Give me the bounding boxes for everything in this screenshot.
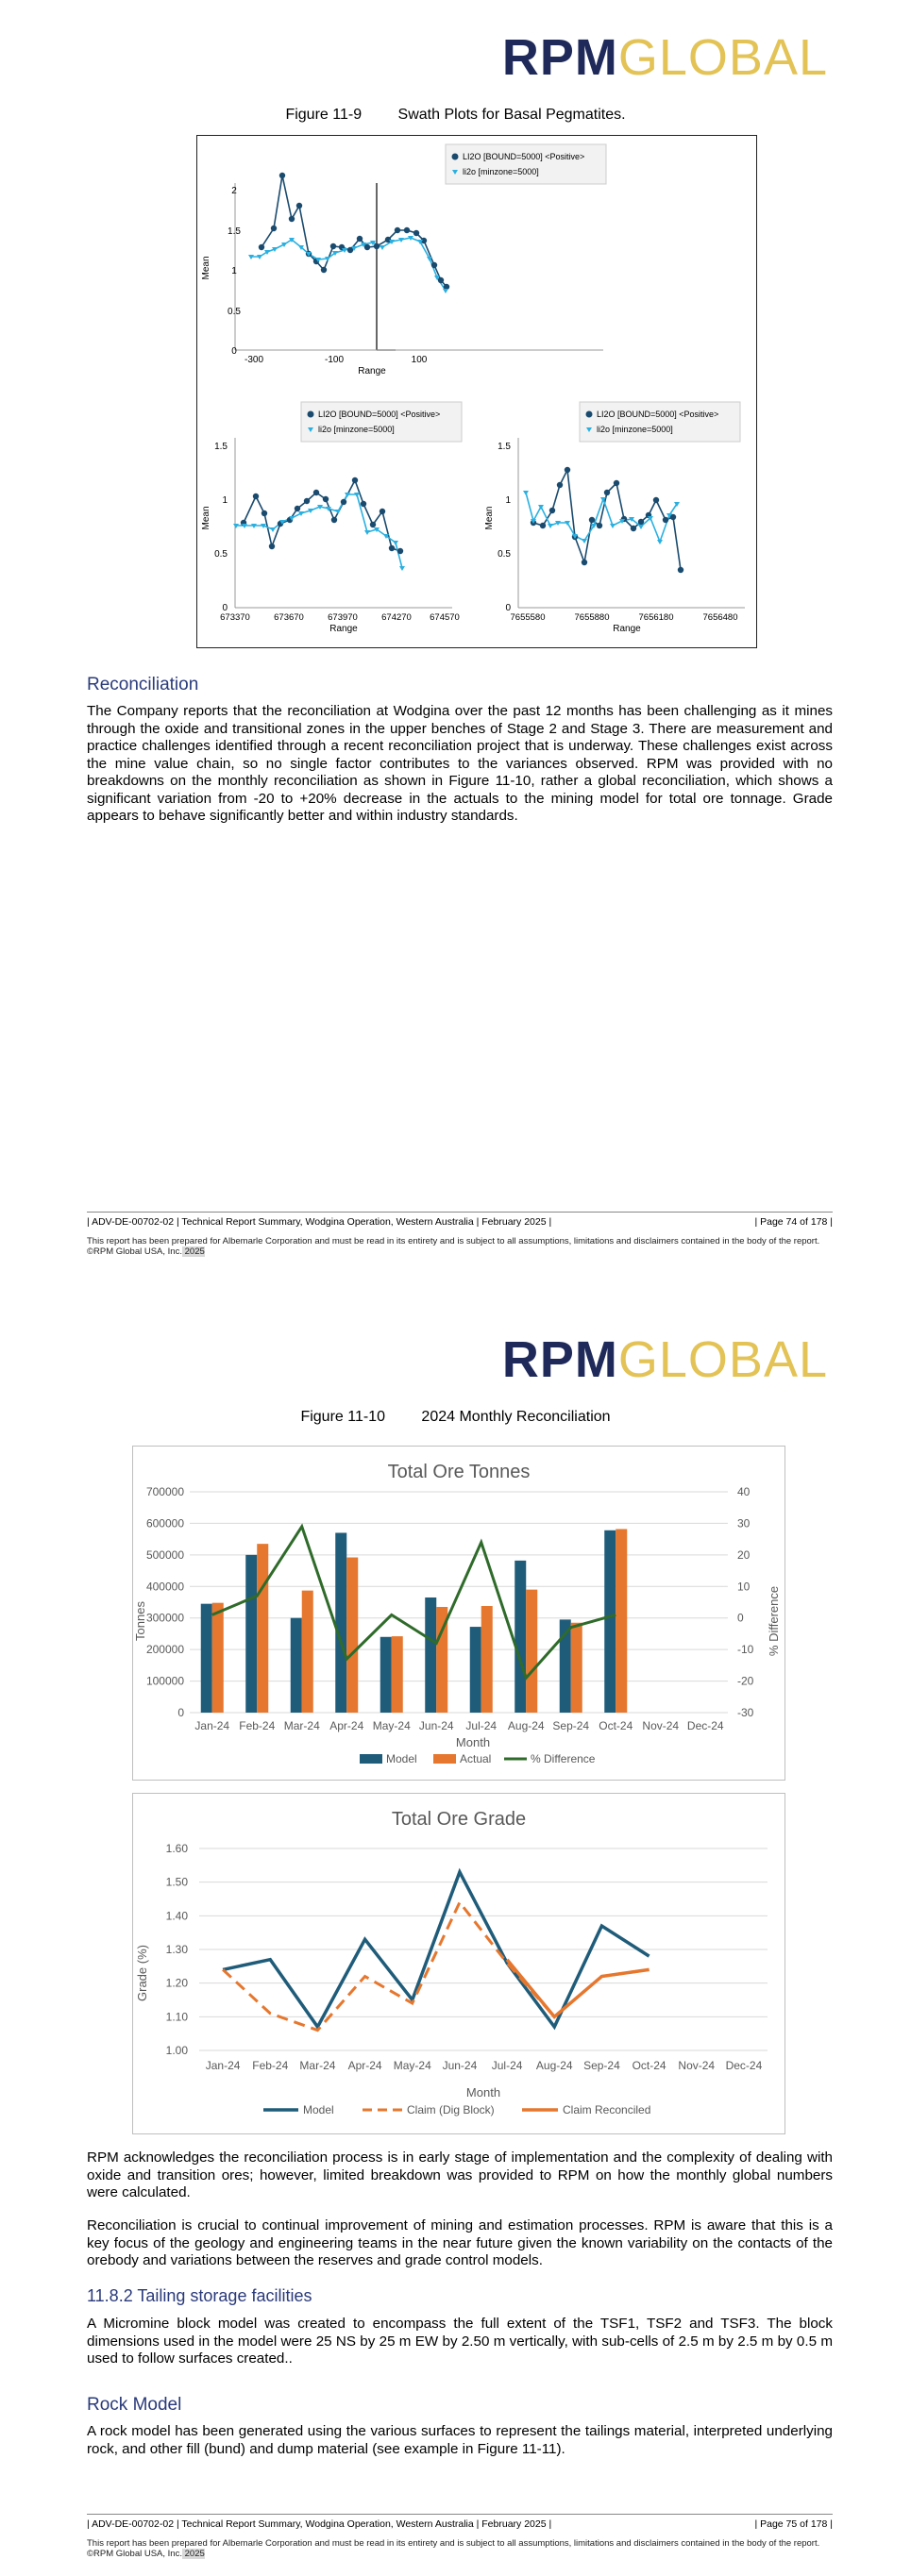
x-tick-label: May-24 bbox=[372, 1719, 411, 1732]
x-axis-ticks bbox=[194, 1719, 724, 1732]
swath-point-bound bbox=[341, 499, 346, 505]
swath-point-bound bbox=[431, 262, 437, 268]
swath-point-bound bbox=[364, 244, 370, 250]
grade-chart bbox=[133, 1794, 784, 2133]
x-tick-label: May-24 bbox=[393, 2059, 431, 2072]
legend-swatch-actual bbox=[433, 1754, 456, 1764]
y2-tick-label: -30 bbox=[737, 1706, 754, 1719]
footer-page-number: | Page 74 of 178 | bbox=[754, 1216, 833, 1228]
y-axis-label: Tonnes bbox=[133, 1601, 147, 1641]
swath-point-bound bbox=[549, 508, 555, 513]
x-tick: 100 bbox=[411, 355, 428, 365]
swath-point-bound bbox=[289, 216, 295, 222]
y-tick: 0.5 bbox=[498, 549, 511, 560]
swath-point-bound bbox=[313, 490, 319, 495]
paragraph-block-model: A Micromine block model was created to encompass the full extent of the TSF1, TSF2 and TSF3. The block dimensions used in the model were 25 NS by 25 m EW by 2.50 m vertically, with sub-cells of 2.5 m by 2.5 m by 0.5 m used to follow surfaces created.. bbox=[87, 2316, 833, 2367]
swath-point-bound bbox=[380, 509, 385, 514]
y-tick-label: 600000 bbox=[145, 1516, 184, 1531]
section-title-reconciliation: Reconciliation bbox=[87, 675, 199, 694]
x-tick-label: Jan-24 bbox=[194, 1719, 230, 1732]
swath-point-bound bbox=[321, 267, 327, 273]
page-75 bbox=[0, 1302, 911, 2576]
y-tick-label: 1.50 bbox=[165, 1875, 188, 1889]
footer-report-id: | ADV-DE-00702-02 | Technical Report Summary, Wodgina Operation, Western Australia | February 2025 | bbox=[87, 1216, 552, 1228]
y-tick: 0 bbox=[231, 346, 237, 357]
swath-point-bound bbox=[361, 501, 366, 507]
y2-tick-label: 30 bbox=[737, 1516, 751, 1531]
y2-tick-label: 40 bbox=[737, 1485, 751, 1498]
legend-label-claim: Claim (Dig Block) bbox=[407, 2103, 495, 2116]
bar-model bbox=[515, 1561, 526, 1713]
swath-points bbox=[248, 173, 449, 293]
x-tick: 7656180 bbox=[638, 612, 674, 623]
y-tick-label: 1.20 bbox=[165, 1976, 188, 1990]
footer-report-id: | ADV-DE-00702-02 | Technical Report Summary, Wodgina Operation, Western Australia | February 2025 | bbox=[87, 2518, 552, 2530]
swath-point-minzone bbox=[638, 525, 644, 529]
swath-point-bound bbox=[269, 544, 275, 549]
y-tick-label: 1.00 bbox=[165, 2044, 188, 2057]
x-tick: 674270 bbox=[381, 612, 412, 623]
x-tick-label: Aug-24 bbox=[535, 2059, 573, 2072]
swath-point-bound bbox=[331, 517, 337, 523]
x-tick: 7656480 bbox=[702, 612, 738, 623]
swath-point-bound bbox=[413, 230, 419, 236]
x-tick-label: Jun-24 bbox=[442, 2059, 478, 2072]
footer-disclaimer: This report has been prepared for Albemarle Corporation and must be read in its entirety and is subject to all assumptions, limitations and disclaimers contained in the body of the report. ©RPM Global USA, Inc. 2025 bbox=[87, 2538, 820, 2559]
y-axis-label: Mean bbox=[201, 256, 211, 280]
page-footer bbox=[87, 1216, 833, 1228]
legend-label-model: Model bbox=[303, 2103, 334, 2116]
swath-point-bound bbox=[565, 467, 570, 473]
x-tick-label: Jul-24 bbox=[491, 2059, 523, 2072]
x-tick-label: Mar-24 bbox=[283, 1719, 320, 1732]
rpm-global-logo: RPMGLOBAL bbox=[501, 29, 828, 86]
swath-point-minzone bbox=[523, 491, 529, 495]
y-tick: 2 bbox=[231, 186, 237, 196]
bar-actual bbox=[571, 1623, 582, 1713]
bar-actual bbox=[346, 1558, 358, 1713]
x-axis-ticks bbox=[206, 2059, 763, 2072]
paragraph-rock-model: A rock model has been generated using the various surfaces to represent the tailings material, interpreted underlying rock, and other fill (bund) and dump material (see example in Figure 11-11). bbox=[87, 2423, 833, 2457]
legend-label-minzone: li2o [minzone=5000] bbox=[597, 425, 673, 434]
bar-actual bbox=[257, 1544, 268, 1713]
legend-label-bound: LI2O [BOUND=5000] <Positive> bbox=[463, 152, 585, 161]
x-tick-label: Sep-24 bbox=[552, 1719, 590, 1732]
y-tick-label: 1.40 bbox=[165, 1909, 188, 1923]
x-tick: -300 bbox=[244, 355, 264, 365]
grade-chart-frame bbox=[132, 1793, 785, 2134]
y-tick: 1 bbox=[505, 495, 511, 506]
x-axis-label: Range bbox=[613, 624, 641, 634]
x-tick: 673670 bbox=[274, 612, 304, 623]
footer-page-number: | Page 75 of 178 | bbox=[754, 2518, 833, 2530]
swath-point-bound bbox=[271, 226, 277, 231]
legend-label-difference: % Difference bbox=[531, 1752, 596, 1765]
legend-label-bound: LI2O [BOUND=5000] <Positive> bbox=[597, 410, 719, 419]
x-tick-label: Dec-24 bbox=[725, 2059, 763, 2072]
y-tick: 1 bbox=[222, 495, 228, 506]
legend-marker-bound bbox=[452, 154, 459, 160]
swath-point-bound bbox=[352, 477, 358, 483]
swath-point-minzone bbox=[270, 527, 276, 532]
swath-point-minzone bbox=[335, 510, 341, 514]
y-tick-label: 400000 bbox=[145, 1580, 184, 1594]
page-74 bbox=[0, 0, 911, 1277]
footer-disclaimer: This report has been prepared for Albemarle Corporation and must be read in its entirety and is subject to all assumptions, limitations and disclaimers contained in the body of the report. ©RPM Global USA, Inc. 2025 bbox=[87, 1236, 820, 1257]
x-tick-label: Mar-24 bbox=[299, 2059, 336, 2072]
y-tick: 0.5 bbox=[228, 307, 241, 317]
figure-number: Figure 11-9 bbox=[285, 107, 363, 123]
y-tick-label: 0 bbox=[177, 1706, 184, 1719]
swath-series-bound bbox=[261, 176, 447, 287]
legend-marker-bound bbox=[586, 411, 593, 418]
swath-point-bound bbox=[597, 523, 602, 528]
y-tick-label: 500000 bbox=[145, 1547, 184, 1562]
y-axis-label: Mean bbox=[201, 506, 211, 530]
x-tick-label: Aug-24 bbox=[507, 1719, 545, 1732]
legend-label-minzone: li2o [minzone=5000] bbox=[463, 167, 539, 176]
pct-difference-line bbox=[212, 1527, 616, 1678]
claim-reconciled-line bbox=[507, 1960, 649, 2017]
bar-actual bbox=[302, 1591, 313, 1713]
y-axis-label: Grade (%) bbox=[135, 1945, 149, 2001]
tonnes-chart bbox=[133, 1447, 784, 1780]
y2-tick-label: 20 bbox=[737, 1547, 751, 1562]
swath-point-minzone bbox=[364, 530, 370, 535]
y-tick: 0.5 bbox=[214, 549, 228, 560]
x-tick-label: Nov-24 bbox=[642, 1719, 680, 1732]
swath-series-bound bbox=[533, 470, 681, 570]
footer-divider bbox=[87, 2514, 833, 2515]
bar-actual bbox=[526, 1590, 537, 1713]
legend-label-reconciled: Claim Reconciled bbox=[563, 2103, 651, 2116]
subsection-title-tailings: 11.8.2 Tailing storage facilities bbox=[87, 2286, 312, 2305]
y2-tick-label: -10 bbox=[737, 1643, 754, 1657]
legend-marker-bound bbox=[308, 411, 314, 418]
swath-point-bound bbox=[638, 519, 644, 525]
swath-point-bound bbox=[653, 497, 659, 503]
swath-point-bound bbox=[557, 482, 563, 488]
x-tick-label: Oct-24 bbox=[632, 2059, 666, 2072]
y2-axis-ticks bbox=[737, 1485, 754, 1719]
figure-caption bbox=[0, 107, 911, 124]
swath-legend bbox=[580, 402, 740, 442]
swath-point-bound bbox=[604, 490, 610, 495]
swath-point-bound bbox=[323, 496, 329, 502]
bar-model bbox=[335, 1532, 346, 1713]
y-tick: 1.5 bbox=[498, 442, 511, 452]
swath-point-bound bbox=[296, 203, 302, 209]
rpm-global-logo: RPMGLOBAL bbox=[501, 1331, 828, 1388]
swath-point-minzone bbox=[582, 539, 587, 544]
footer-divider bbox=[87, 1212, 833, 1213]
y-tick-label: 300000 bbox=[145, 1611, 184, 1625]
bar-model bbox=[604, 1531, 616, 1713]
swath-point-minzone bbox=[393, 541, 398, 545]
x-axis-label: Month bbox=[465, 2085, 501, 2099]
swath-point-minzone bbox=[443, 289, 448, 293]
x-axis-label: Range bbox=[329, 624, 358, 634]
swath-plots-svg bbox=[197, 136, 756, 647]
chart-legend bbox=[263, 2103, 650, 2116]
figure-title: Swath Plots for Basal Pegmatites. bbox=[397, 107, 626, 123]
paragraph-continual-improvement: Reconciliation is crucial to continual improvement of mining and estimation processes. RPM is aware that this is a key focus of the geology and engineering teams in the near future given the known variability on the contacts of the orebody and variations between the reserves and grade control models. bbox=[87, 2217, 833, 2268]
swath-point-minzone bbox=[380, 245, 385, 250]
x-tick: 673970 bbox=[328, 612, 358, 623]
y-tick-label: 1.60 bbox=[165, 1842, 188, 1855]
legend-label-minzone: li2o [minzone=5000] bbox=[318, 425, 395, 434]
swath-legend bbox=[301, 402, 462, 442]
y2-tick-label: 0 bbox=[737, 1611, 744, 1625]
swath-point-bound bbox=[631, 526, 636, 531]
swath-point-bound bbox=[404, 227, 410, 233]
swath-point-bound bbox=[614, 480, 619, 486]
paragraph-acknowledgement: RPM acknowledges the reconciliation process is in early stage of implementation and the complexity of dealing with oxide and transition ores; however, limited breakdown was provided to RPM on how the monthly global numbers were calculated. bbox=[87, 2149, 833, 2200]
page-footer bbox=[87, 2518, 833, 2530]
swath-point-bound bbox=[438, 277, 444, 283]
x-tick: 673370 bbox=[220, 612, 250, 623]
swath-point-bound bbox=[395, 227, 400, 233]
gridlines bbox=[190, 1492, 728, 1713]
swath-point-bound bbox=[304, 498, 310, 504]
y-axis-label: Mean bbox=[484, 506, 495, 530]
swath-north-plot bbox=[484, 402, 745, 634]
bars bbox=[201, 1529, 628, 1713]
x-axis-label: Range bbox=[358, 366, 386, 376]
x-tick-label: Jun-24 bbox=[418, 1719, 454, 1732]
bar-actual bbox=[392, 1636, 403, 1713]
bar-model bbox=[245, 1555, 257, 1713]
x-tick: 674570 bbox=[430, 612, 460, 623]
y2-tick-label: 10 bbox=[737, 1580, 751, 1594]
swath-point-bound bbox=[678, 567, 683, 573]
swath-point-bound bbox=[389, 545, 395, 551]
x-tick-label: Feb-24 bbox=[239, 1719, 276, 1732]
x-tick-label: Dec-24 bbox=[686, 1719, 724, 1732]
bar-actual bbox=[481, 1606, 493, 1713]
bar-actual bbox=[616, 1529, 627, 1713]
section-title-rock-model: Rock Model bbox=[87, 2395, 182, 2415]
x-tick: -100 bbox=[324, 355, 345, 365]
swath-point-bound bbox=[582, 560, 587, 565]
swath-point-bound bbox=[279, 173, 285, 178]
chart-legend bbox=[360, 1752, 596, 1765]
legend-label-bound: LI2O [BOUND=5000] <Positive> bbox=[318, 410, 441, 419]
claim-dig-block-line bbox=[223, 1902, 649, 2031]
x-tick: 7655580 bbox=[510, 612, 546, 623]
swath-point-bound bbox=[374, 243, 380, 249]
swath-point-bound bbox=[540, 523, 546, 528]
bar-model bbox=[425, 1597, 436, 1713]
legend-label-model: Model bbox=[386, 1752, 417, 1765]
y-tick: 0 bbox=[505, 603, 511, 613]
swath-series-bound bbox=[244, 480, 400, 551]
x-tick-label: Jul-24 bbox=[465, 1719, 498, 1732]
swath-east-plot bbox=[201, 402, 462, 634]
x-axis-label: Month bbox=[455, 1735, 491, 1749]
bar-model bbox=[201, 1604, 212, 1713]
y-tick: 1.5 bbox=[228, 226, 241, 237]
swath-point-bound bbox=[357, 236, 363, 242]
legend-label-actual: Actual bbox=[460, 1752, 492, 1765]
y-tick-label: 1.30 bbox=[165, 1943, 188, 1956]
y-tick-label: 700000 bbox=[145, 1485, 184, 1498]
swath-point-bound bbox=[370, 522, 376, 527]
gridlines bbox=[199, 1848, 768, 2050]
figure-title: 2024 Monthly Reconciliation bbox=[421, 1409, 611, 1425]
swath-point-minzone bbox=[657, 540, 663, 544]
y-tick-label: 100000 bbox=[145, 1674, 184, 1688]
y-tick: 0 bbox=[222, 603, 228, 613]
swath-point-minzone bbox=[610, 524, 616, 528]
swath-point-bound bbox=[589, 517, 595, 523]
chart-title: Total Ore Grade bbox=[391, 1809, 527, 1830]
y-tick: 1.5 bbox=[214, 442, 228, 452]
swath-point-bound bbox=[295, 506, 300, 511]
swath-point-bound bbox=[253, 493, 259, 499]
bar-actual bbox=[212, 1603, 224, 1713]
swath-point-minzone bbox=[548, 524, 553, 528]
y2-tick-label: -20 bbox=[737, 1674, 754, 1688]
swath-points bbox=[233, 477, 405, 571]
y-axis-ticks bbox=[166, 1842, 189, 2057]
bar-model bbox=[380, 1637, 392, 1713]
reconciliation-paragraph: The Company reports that the reconciliation at Wodgina over the past 12 months has been challenging as it mines through the oxide and transitional zones in the upper benches of Stage 2 and Stage 3. There are measurement and practice challenges identified through a recent reconciliation project that is underway. These challenges exist across the mine value chain, so no single factor contributes to the variances observed. RPM was provided with no breakdowns on the monthly reconciliation as shown in Figure 11-10, rather a global reconciliation, which shows a significant variation from -20 to +20% decrease in the actuals to the mining model for total ore tonnage. Grade appears to behave significantly better and within industry standards. bbox=[87, 703, 833, 824]
y-tick: 1 bbox=[231, 266, 237, 276]
figure-caption bbox=[0, 1409, 911, 1426]
swath-point-bound bbox=[397, 548, 403, 554]
x-tick-label: Feb-24 bbox=[252, 2059, 289, 2072]
tonnes-chart-frame bbox=[132, 1446, 785, 1781]
x-tick-label: Jan-24 bbox=[205, 2059, 241, 2072]
x-tick-label: Oct-24 bbox=[599, 1719, 633, 1732]
y2-axis-label: % Difference bbox=[767, 1585, 781, 1657]
legend-swatch-model bbox=[360, 1754, 382, 1764]
y-tick-label: 1.10 bbox=[165, 2010, 188, 2024]
swath-plot-figure bbox=[196, 135, 757, 648]
swath-series-minzone bbox=[251, 238, 446, 291]
bar-model bbox=[291, 1618, 302, 1713]
swath-point-bound bbox=[261, 510, 267, 516]
y-tick-label: 200000 bbox=[145, 1643, 184, 1657]
swath-point-bound bbox=[663, 517, 668, 523]
x-tick-label: Sep-24 bbox=[583, 2059, 620, 2072]
x-tick-label: Apr-24 bbox=[347, 2059, 382, 2072]
bar-model bbox=[470, 1627, 481, 1713]
chart-title: Total Ore Tonnes bbox=[387, 1462, 531, 1482]
swath-point-bound bbox=[259, 244, 264, 250]
y-axis-ticks bbox=[146, 1485, 184, 1719]
swath-legend bbox=[446, 144, 606, 184]
swath-point-minzone bbox=[399, 566, 405, 571]
figure-number: Figure 11-10 bbox=[300, 1409, 385, 1425]
x-tick: 7655880 bbox=[574, 612, 610, 623]
swath-top-plot bbox=[201, 144, 606, 376]
swath-point-bound bbox=[330, 243, 336, 249]
x-tick-label: Nov-24 bbox=[678, 2059, 716, 2072]
x-tick-label: Apr-24 bbox=[329, 1719, 364, 1732]
